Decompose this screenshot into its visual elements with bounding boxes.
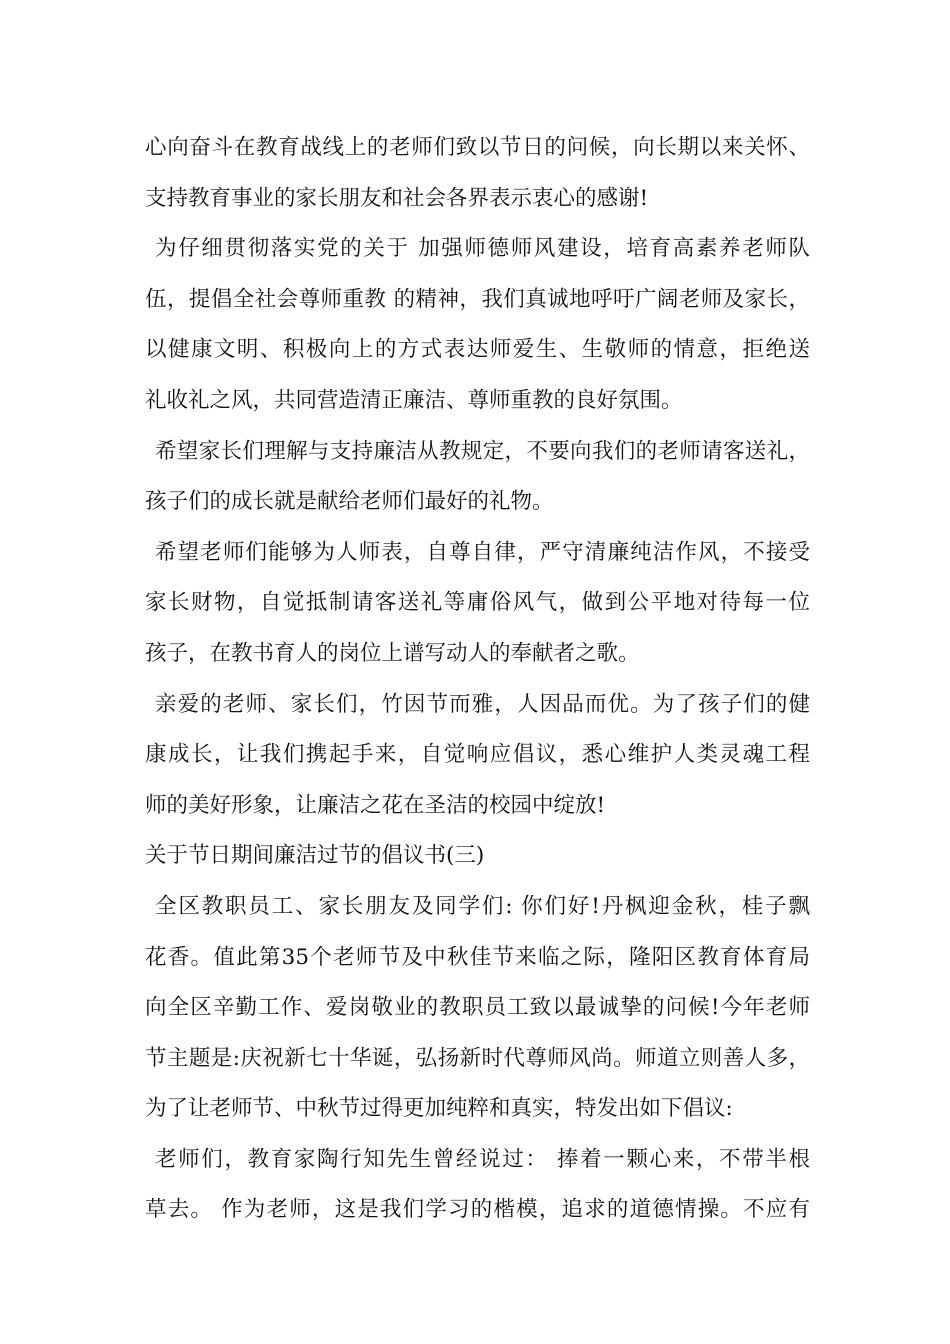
- text-line: 礼收礼之风，共同营造清正廉洁、尊师重教的良好氛围。: [145, 387, 683, 413]
- text-line: 支持教育事业的家长朋友和社会各界表示衷心的感谢!: [145, 185, 649, 211]
- text-line: 孩子，在教书育人的岗位上谱写动人的奉献者之歌。: [145, 640, 640, 666]
- text-line: 心向奋斗在教育战线上的老师们致以节日的问候，向长期以来关怀、: [145, 135, 810, 160]
- text-line: 希望老师们能够为人师表，自尊自律，严守清廉纯洁作风，不接受: [155, 539, 810, 565]
- text-line: 师的美好形象，让廉洁之花在圣洁的校园中绽放!: [145, 792, 606, 818]
- text-line: 草去。 作为老师，这是我们学习的楷模，追求的道德情操。不应有: [145, 1197, 810, 1223]
- text-line: 亲爱的老师、家长们，竹因节而雅，人因品而优。为了孩子们的健: [155, 691, 810, 717]
- text-line: 节主题是:庆祝新七十华诞，弘扬新时代尊师风尚。师道立则善人多，: [145, 1045, 810, 1071]
- text-line: 康成长，让我们携起手来，自觉响应倡议，悉心维护人类灵魂工程: [145, 742, 810, 768]
- text-line: 伍，提倡全社会尊师重教 的精神，我们真诚地呼吁广阔老师及家长，: [145, 286, 810, 312]
- text-line: 为仔细贯彻落实党的关于 加强师德师风建设，培育高素养老师队: [155, 236, 810, 262]
- text-line: 以健康文明、积极向上的方式表达师爱生、生敬师的情意，拒绝送: [145, 337, 810, 363]
- text-line: 向全区辛勤工作、爱岗敬业的教职员工致以最诚挚的问候!今年老师: [145, 995, 810, 1021]
- document-body: [145, 128, 810, 1241]
- text-line: 花香。值此第35个老师节及中秋佳节来临之际，隆阳区教育体育局: [145, 944, 810, 970]
- text-line: 希望家长们理解与支持廉洁从教规定，不要向我们的老师请客送礼，: [155, 438, 810, 464]
- section-heading: 关于节日期间廉洁过节的倡议书(三): [145, 843, 485, 869]
- text-line: 老师们，教育家陶行知先生曾经说过： 捧着一颗心来，不带半根: [155, 1146, 810, 1172]
- text-line: 为了让老师节、中秋节过得更加纯粹和真实，特发出如下倡议:: [145, 1096, 733, 1122]
- text-line: 全区教职员工、家长朋友及同学们: 你们好!丹枫迎金秋，桂子飘: [155, 893, 810, 919]
- text-line: 孩子们的成长就是献给老师们最好的礼物。: [145, 489, 554, 515]
- text-line: 家长财物，自觉抵制请客送礼等庸俗风气，做到公平地对待每一位: [145, 590, 810, 616]
